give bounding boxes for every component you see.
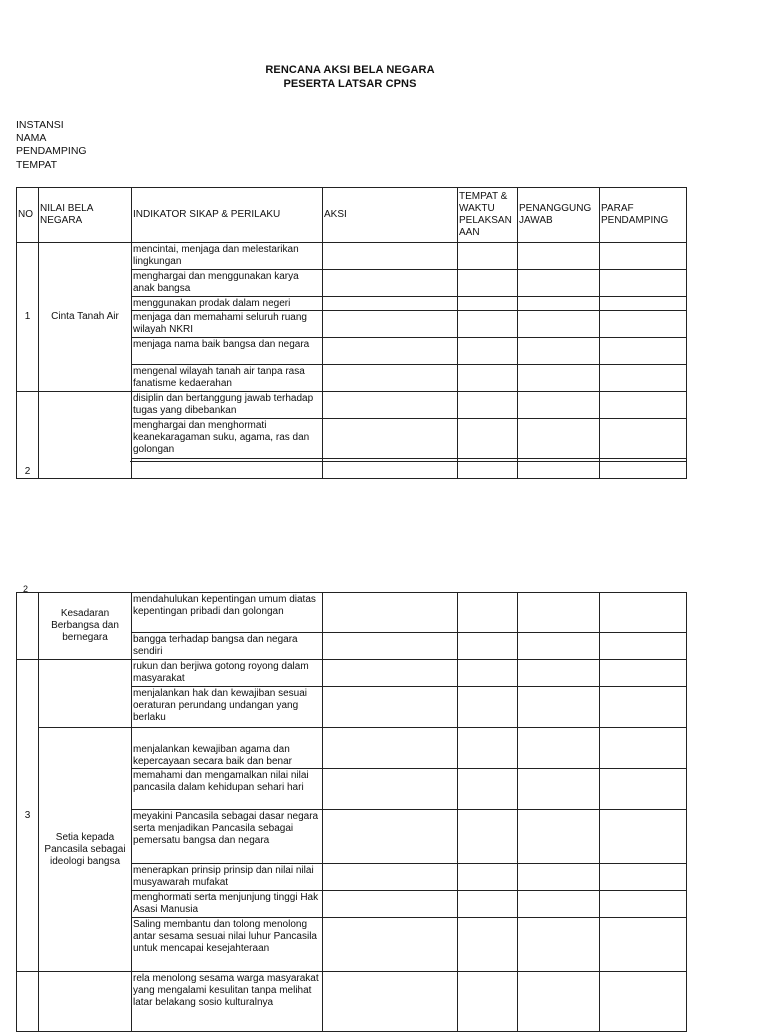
tempat-cell[interactable] [458, 297, 518, 311]
penanggung-cell[interactable] [518, 243, 600, 270]
meta-nama: NAMA [16, 132, 47, 145]
row-no [17, 972, 39, 1032]
indikator-cell: menerapkan prinsip prinsip dan nilai nilai musyawarah mufakat [132, 864, 323, 891]
penanggung-cell[interactable] [518, 392, 600, 419]
penanggung-cell[interactable] [518, 918, 600, 972]
indikator-cell: menghargai dan menggunakan karya anak bangsa [132, 270, 323, 297]
meta-block [16, 119, 87, 172]
paraf-cell[interactable] [600, 918, 687, 972]
row-nilai [39, 972, 132, 1032]
indikator-cell: menjalankan hak dan kewajiban sesuai oeraturan perundang undangan yang berlaku [132, 687, 323, 728]
tempat-cell[interactable] [458, 891, 518, 918]
tempat-cell[interactable] [458, 660, 518, 687]
penanggung-cell[interactable] [518, 972, 600, 1032]
aksi-cell[interactable] [323, 243, 458, 270]
row-no [17, 593, 39, 660]
table-bottom-border [130, 461, 686, 462]
aksi-cell[interactable] [323, 660, 458, 687]
paraf-cell[interactable] [600, 593, 687, 633]
tempat-cell[interactable] [458, 270, 518, 297]
table-page-2 [16, 585, 686, 1024]
aksi-cell[interactable] [323, 891, 458, 918]
paraf-cell[interactable] [600, 660, 687, 687]
penanggung-cell[interactable] [518, 593, 600, 633]
penanggung-cell[interactable] [518, 633, 600, 660]
indikator-cell: menghormati serta menjunjung tinggi Hak Asasi Manusia [132, 891, 323, 918]
aksi-cell[interactable] [323, 338, 458, 365]
penanggung-cell[interactable] [518, 810, 600, 864]
penanggung-cell[interactable] [518, 338, 600, 365]
paraf-cell[interactable] [600, 270, 687, 297]
header-aksi: AKSI [323, 188, 458, 243]
table-row [17, 660, 687, 687]
indikator-cell: mengenal wilayah tanah air tanpa rasa fanatisme kedaerahan [132, 365, 323, 392]
penanggung-cell[interactable] [518, 660, 600, 687]
penanggung-cell[interactable] [518, 419, 600, 459]
aksi-cell[interactable] [323, 769, 458, 810]
meta-tempat: TEMPAT [16, 158, 58, 171]
penanggung-cell[interactable] [518, 365, 600, 392]
table-row [17, 728, 687, 769]
row-nilai [39, 392, 132, 479]
tempat-cell[interactable] [458, 419, 518, 459]
paraf-cell[interactable] [600, 687, 687, 728]
penanggung-cell[interactable] [518, 769, 600, 810]
partial-row-no: 2 [23, 584, 29, 594]
penanggung-cell[interactable] [518, 270, 600, 297]
tempat-cell[interactable] [458, 365, 518, 392]
indikator-cell: Saling membantu dan tolong menolong antar sesama sesuai nilai luhur Pancasila untuk mencapai kesejahteraan [132, 918, 323, 972]
aksi-cell[interactable] [323, 687, 458, 728]
row-no: 3 [17, 660, 39, 972]
header-paraf: PARAF PENDAMPING [600, 188, 687, 243]
tempat-cell[interactable] [458, 769, 518, 810]
tempat-cell[interactable] [458, 810, 518, 864]
paraf-cell[interactable] [600, 243, 687, 270]
header-indikator: INDIKATOR SIKAP & PERILAKU [132, 188, 323, 243]
header-no: NO [17, 188, 39, 243]
indikator-cell: memahami dan mengamalkan nilai nilai pancasila dalam kehidupan sehari hari [132, 769, 323, 810]
aksi-cell[interactable] [323, 311, 458, 338]
aksi-cell[interactable] [323, 633, 458, 660]
aksi-cell[interactable] [323, 810, 458, 864]
table-page-1 [16, 187, 686, 477]
tempat-cell[interactable] [458, 972, 518, 1032]
indikator-cell: rukun dan berjiwa gotong royong dalam masyarakat [132, 660, 323, 687]
row-no [17, 392, 39, 479]
indikator-cell: bangga terhadap bangsa dan negara sendiri [132, 633, 323, 660]
paraf-cell[interactable] [600, 769, 687, 810]
penanggung-cell[interactable] [518, 728, 600, 769]
penanggung-cell[interactable] [518, 864, 600, 891]
meta-pendamping: PENDAMPING [16, 145, 87, 158]
aksi-cell[interactable] [323, 593, 458, 633]
paraf-cell[interactable] [600, 972, 687, 1032]
aksi-cell[interactable] [323, 365, 458, 392]
header-tempat: TEMPAT & WAKTU PELAKSAN AAN [458, 188, 518, 243]
tempat-cell[interactable] [458, 593, 518, 633]
tempat-cell[interactable] [458, 338, 518, 365]
aksi-cell[interactable] [323, 864, 458, 891]
indikator-cell: menjaga dan memahami seluruh ruang wilayah NKRI [132, 311, 323, 338]
paraf-cell[interactable] [600, 810, 687, 864]
indikator-cell: menggunakan prodak dalam negeri [132, 297, 323, 311]
indikator-cell: meyakini Pancasila sebagai dasar negara serta menjadikan Pancasila sebagai pemersatu bangsa dan negara [132, 810, 323, 864]
row-nilai: Cinta Tanah Air [39, 243, 132, 392]
indikator-cell: menghargai dan menghormati keanekaragaman suku, agama, ras dan golongan [132, 419, 323, 459]
tempat-cell[interactable] [458, 633, 518, 660]
table-top-border [130, 592, 686, 593]
table-header-row [17, 188, 687, 243]
meta-instansi: INSTANSI [16, 119, 64, 131]
aksi-cell[interactable] [323, 392, 458, 419]
tempat-cell[interactable] [458, 918, 518, 972]
paraf-cell[interactable] [600, 392, 687, 419]
indikator-cell: menjaga nama baik bangsa dan negara [132, 338, 323, 365]
penanggung-cell[interactable] [518, 687, 600, 728]
tempat-cell[interactable] [458, 243, 518, 270]
row-nilai: Kesadaran Berbangsa dan bernegara [39, 593, 132, 660]
header-nilai: NILAI BELA NEGARA [39, 188, 132, 243]
paraf-cell[interactable] [600, 891, 687, 918]
paraf-cell[interactable] [600, 419, 687, 459]
indikator-cell: disiplin dan bertanggung jawab terhadap tugas yang dibebankan [132, 392, 323, 419]
aksi-cell[interactable] [323, 918, 458, 972]
indikator-cell: mendahulukan kepentingan umum diatas kepentingan pribadi dan golongan [132, 593, 323, 633]
row-no-text: 2 [24, 466, 31, 477]
paraf-cell[interactable] [600, 633, 687, 660]
table-row [17, 593, 687, 633]
table-row [17, 392, 687, 419]
aksi-cell[interactable] [323, 297, 458, 311]
document-title: RENCANA AKSI BELA NEGARA [265, 64, 435, 76]
paraf-cell[interactable] [600, 338, 687, 365]
row-nilai: Setia kepada Pancasila sebagai ideologi bangsa [39, 728, 132, 972]
aksi-cell[interactable] [323, 972, 458, 1032]
paraf-cell[interactable] [600, 311, 687, 338]
paraf-cell[interactable] [600, 864, 687, 891]
aksi-cell[interactable] [323, 270, 458, 297]
tempat-cell[interactable] [458, 311, 518, 338]
indikator-cell: rela menolong sesama warga masyarakat yang mengalami kesulitan tanpa melihat latar belakang sosio kulturalnya [132, 972, 323, 1032]
table-row [17, 243, 687, 270]
penanggung-cell[interactable] [518, 891, 600, 918]
indikator-cell: mencintai, menjaga dan melestarikan lingkungan [132, 243, 323, 270]
aksi-cell[interactable] [323, 419, 458, 459]
paraf-cell[interactable] [600, 728, 687, 769]
row-nilai [39, 660, 132, 728]
table-row [17, 972, 687, 1032]
tempat-cell[interactable] [458, 687, 518, 728]
tempat-cell[interactable] [458, 728, 518, 769]
document-subtitle: PESERTA LATSAR CPNS [283, 78, 417, 90]
indikator-cell: menjalankan kewajiban agama dan kepercayaan secara baik dan benar [132, 728, 323, 769]
paraf-cell[interactable] [600, 297, 687, 311]
row-no: 1 [17, 243, 39, 392]
tempat-cell[interactable] [458, 392, 518, 419]
aksi-cell[interactable] [323, 728, 458, 769]
header-penanggung: PENANGGUNG JAWAB [518, 188, 600, 243]
tempat-cell[interactable] [458, 864, 518, 891]
paraf-cell[interactable] [600, 365, 687, 392]
penanggung-cell[interactable] [518, 311, 600, 338]
penanggung-cell[interactable] [518, 297, 600, 311]
